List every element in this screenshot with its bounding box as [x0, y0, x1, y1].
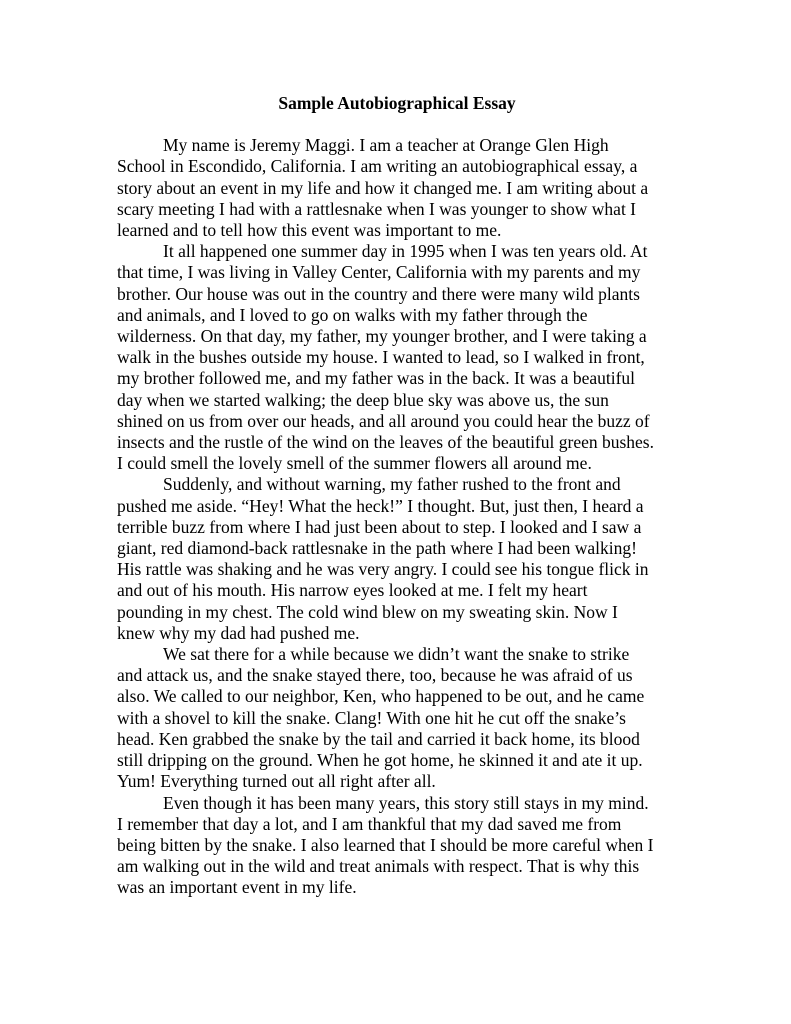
paragraph-line: my brother followed me, and my father was in the back. It was a beautiful — [117, 368, 636, 389]
paragraph-line: knew why my dad had pushed me. — [117, 622, 360, 643]
paragraph-line: I remember that day a lot, and I am thankful that my dad saved me from — [117, 813, 622, 834]
essay-paragraph — [117, 241, 677, 474]
paragraph-line: giant, red diamond-back rattlesnake in the path where I had been walking! — [117, 538, 637, 559]
essay-paragraph — [117, 793, 677, 899]
paragraph-line: also. We called to our neighbor, Ken, who happened to be out, and he came — [117, 686, 645, 707]
paragraph-line: shined on us from over our heads, and all around you could hear the buzz of — [117, 410, 650, 431]
paragraph-line: pushed me aside. “Hey! What the heck!” I thought. But, just then, I heard a — [117, 495, 644, 516]
paragraph-line: scary meeting I had with a rattlesnake when I was younger to show what I — [117, 198, 637, 219]
paragraph-line: wilderness. On that day, my father, my younger brother, and I were taking a — [117, 326, 647, 347]
paragraph-line: brother. Our house was out in the country and there were many wild plants — [117, 283, 640, 304]
paragraph-line: and attack us, and the snake stayed there, too, because he was afraid of us — [117, 665, 633, 686]
paragraph-line: terrible buzz from where I had just been about to step. I looked and I saw a — [117, 516, 642, 537]
paragraph-line: with a shovel to kill the snake. Clang! With one hit he cut off the snake’s — [117, 707, 626, 728]
paragraph-line: and animals, and I loved to go on walks with my father through the — [117, 304, 588, 325]
paragraph-line: head. Ken grabbed the snake by the tail and carried it back home, its blood — [117, 728, 640, 749]
paragraph-line: insects and the rustle of the wind on the leaves of the beautiful green bushes. — [117, 432, 654, 453]
paragraph-line: learned and to tell how this event was important to me. — [117, 220, 502, 241]
paragraph-line: day when we started walking; the deep blue sky was above us, the sun — [117, 389, 609, 410]
paragraph-line: am walking out in the wild and treat animals with respect. That is why this — [117, 856, 640, 877]
essay-paragraph — [117, 474, 677, 644]
paragraph-line: Yum! Everything turned out all right after all. — [117, 771, 436, 792]
paragraph-line: We sat there for a while because we didn’t want the snake to strike — [163, 644, 630, 665]
paragraph-line: Even though it has been many years, this story still stays in my mind. — [163, 792, 649, 813]
essay-title: Sample Autobiographical Essay — [278, 93, 516, 113]
paragraph-line: School in Escondido, California. I am writing an autobiographical essay, a — [117, 156, 638, 177]
paragraph-line: walk in the bushes outside my house. I wanted to lead, so I walked in front, — [117, 347, 645, 368]
paragraph-line: My name is Jeremy Maggi. I am a teacher at Orange Glen High — [163, 135, 609, 156]
paragraph-line: Suddenly, and without warning, my father rushed to the front and — [163, 474, 621, 495]
paragraph-line: still dripping on the ground. When he got home, he skinned it and ate it up. — [117, 750, 643, 771]
paragraph-line: that time, I was living in Valley Center, California with my parents and my — [117, 262, 641, 283]
essay-paragraph — [117, 644, 677, 792]
paragraph-line: was an important event in my life. — [117, 877, 357, 898]
paragraph-line: His rattle was shaking and he was very angry. I could see his tongue flick in — [117, 559, 649, 580]
paragraph-line: pounding in my chest. The cold wind blew on my sweating skin. Now I — [117, 601, 618, 622]
paragraph-line: I could smell the lovely smell of the summer flowers all around me. — [117, 453, 592, 474]
paragraph-line: and out of his mouth. His narrow eyes looked at me. I felt my heart — [117, 580, 588, 601]
essay-body — [117, 135, 677, 898]
paragraph-line: being bitten by the snake. I also learned that I should be more careful when I — [117, 834, 654, 855]
essay-page — [117, 93, 677, 899]
essay-paragraph — [117, 135, 677, 241]
paragraph-line: It all happened one summer day in 1995 when I was ten years old. At — [163, 241, 648, 262]
paragraph-line: story about an event in my life and how it changed me. I am writing about a — [117, 177, 649, 198]
